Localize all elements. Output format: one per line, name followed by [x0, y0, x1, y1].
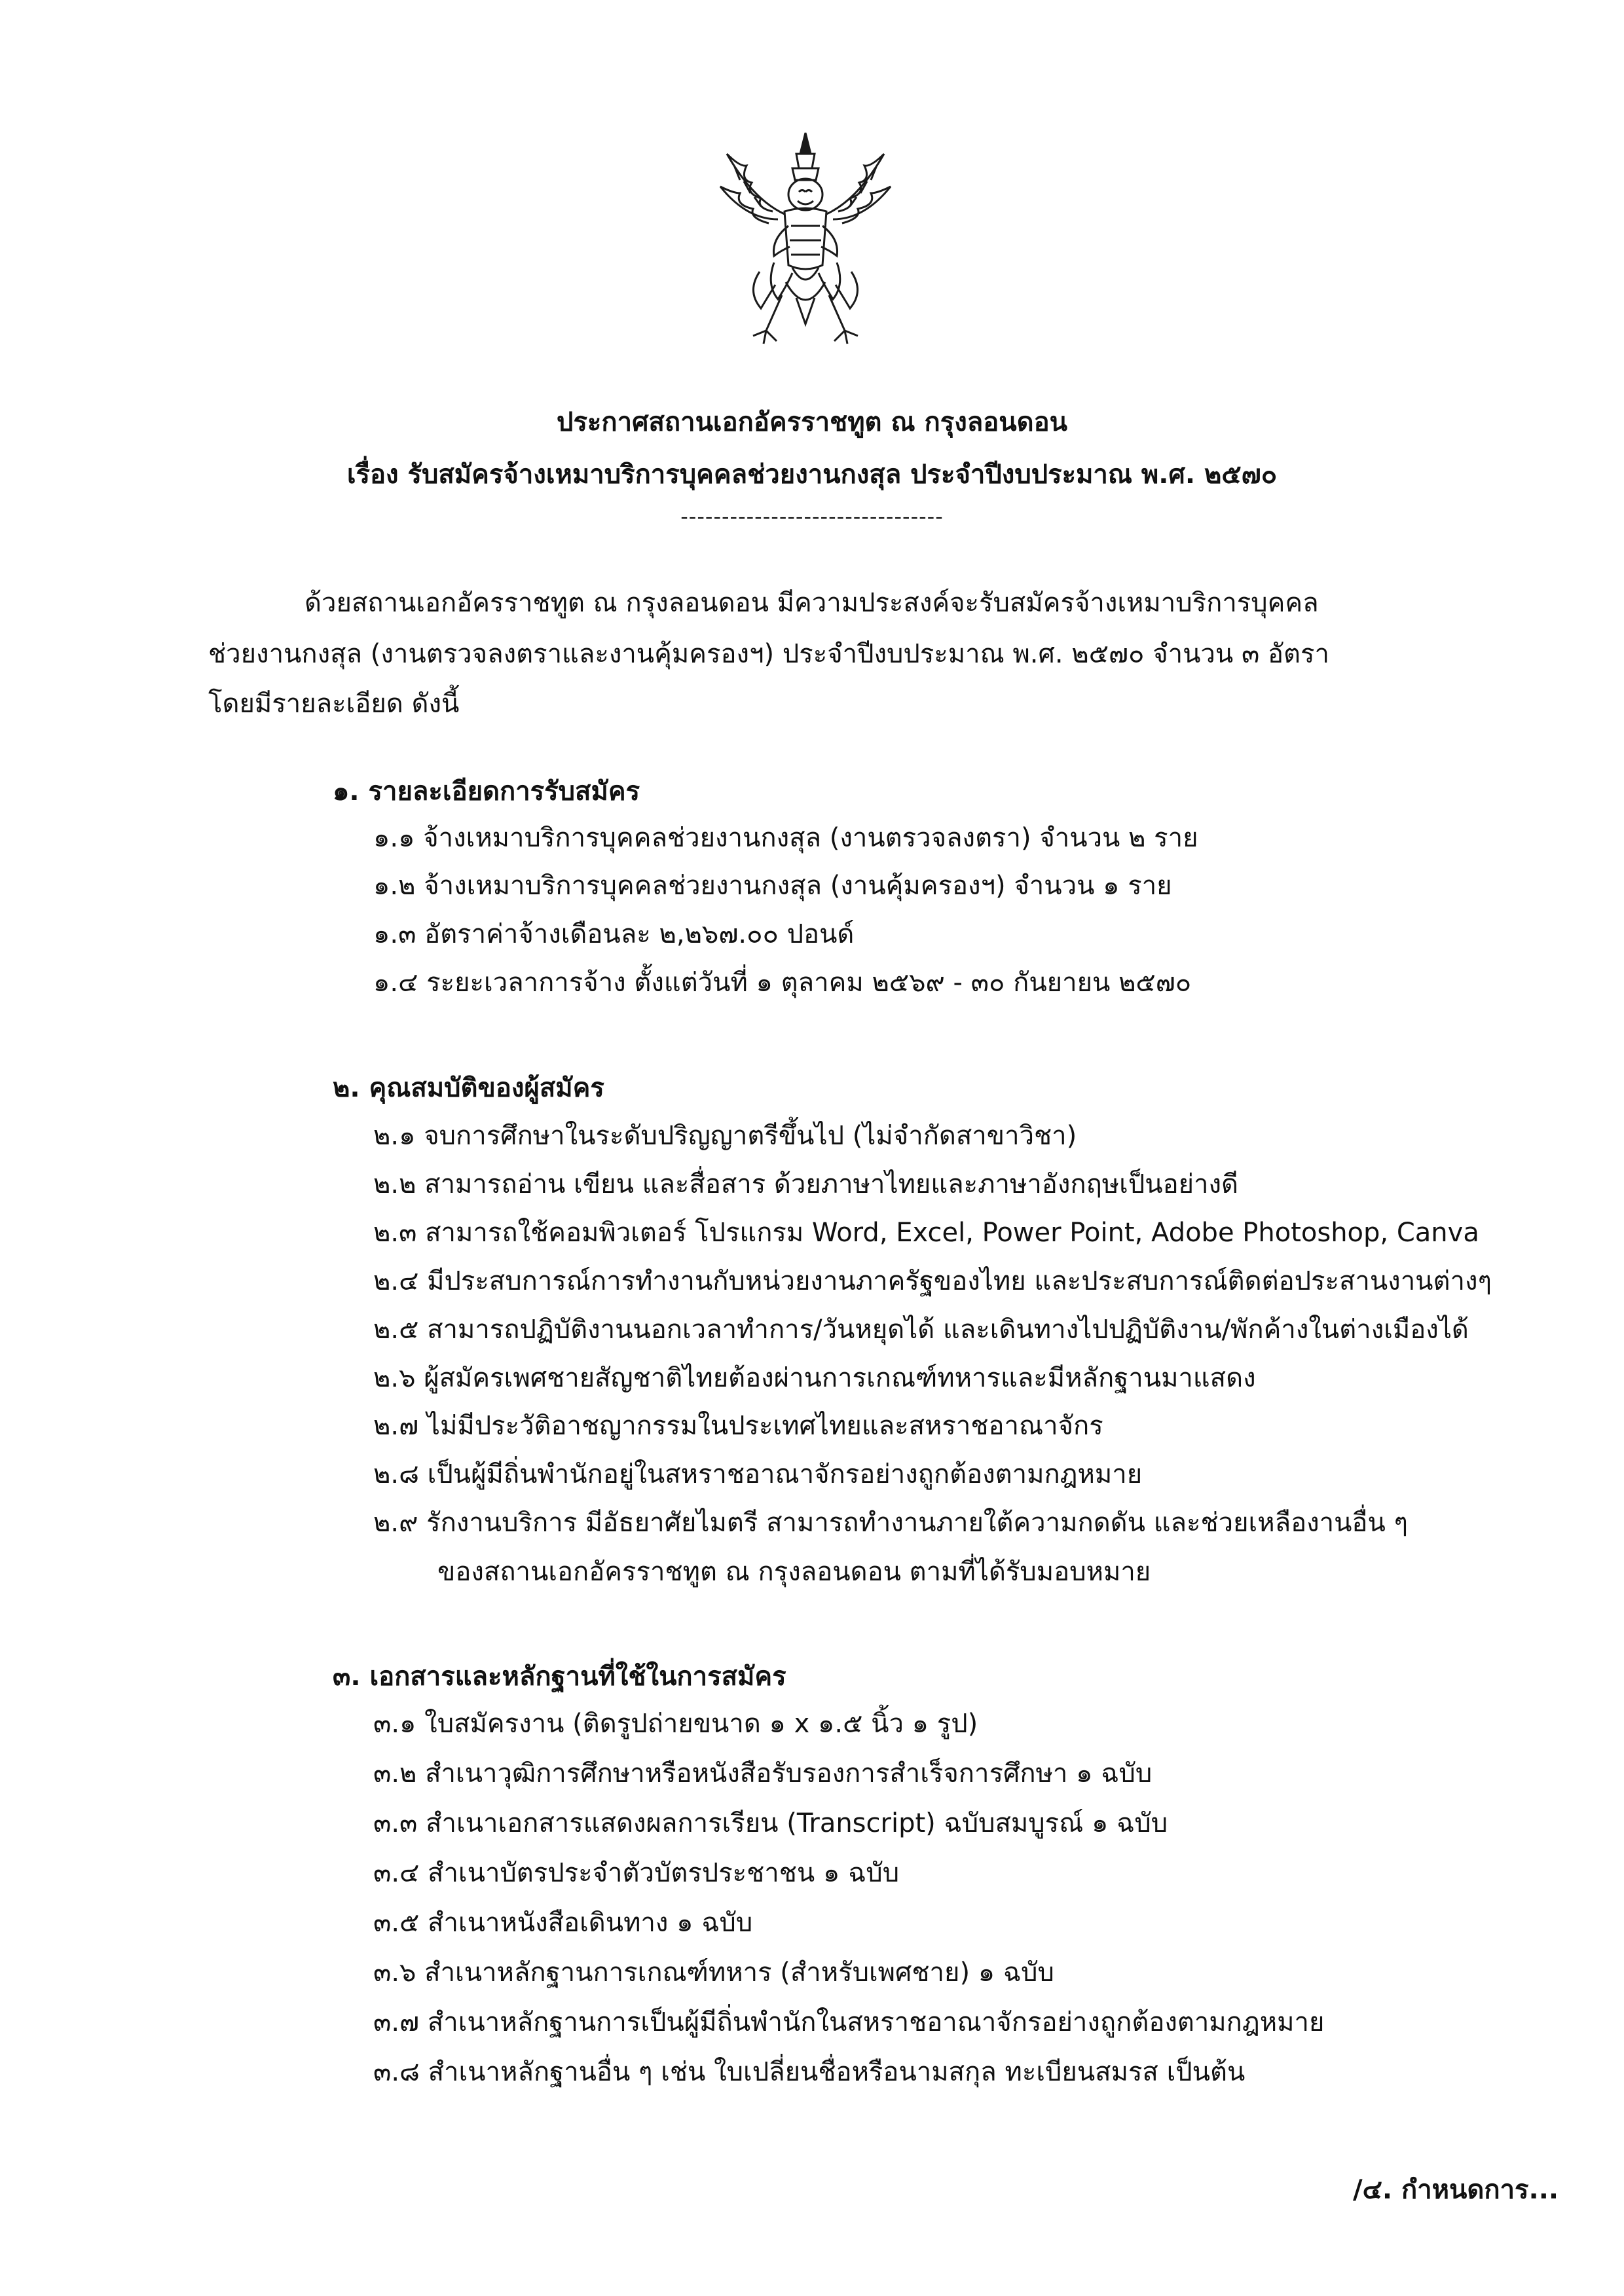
section-3-item-2: ๓.๒ สำเนาวุฒิการศึกษาหรือหนังสือรับรองการสำเร็จการศึกษา ๑ ฉบับ — [373, 1758, 1153, 1789]
section-2-item-2: ๒.๒ สามารถอ่าน เขียน และสื่อสาร ด้วยภาษาไทยและภาษาอังกฤษเป็นอย่างดี — [373, 1169, 1238, 1199]
section-2-item-6: ๒.๖ ผู้สมัครเพศชายสัญชาติไทยต้องผ่านการเกณฑ์ทหารและมีหลักฐานมาแสดง — [373, 1363, 1256, 1393]
announcement-title: ประกาศสถานเอกอัครราชทูต ณ กรุงลอนดอน — [557, 407, 1067, 437]
section-2-item-7: ๒.๗ ไม่มีประวัติอาชญากรรมในประเทศไทยและสหราชอาณาจักร — [373, 1411, 1103, 1441]
section-2-item-3: ๒.๓ สามารถใช้คอมพิวเตอร์ โปรแกรม Word, Excel, Power Point, Adobe Photoshop, Canva — [373, 1218, 1479, 1248]
intro-line-2: ช่วยงานกงสุล (งานตรวจลงตราและงานคุ้มครองฯ) ประจำปีงบประมาณ พ.ศ. ๒๕๗๐ จำนวน ๓ อัตรา — [208, 639, 1329, 669]
section-2-item-9-continuation: ของสถานเอกอัครราชทูต ณ กรุงลอนดอน ตามที่ได้รับมอบหมาย — [437, 1557, 1151, 1587]
intro-line-1: ด้วยสถานเอกอัครราชทูต ณ กรุงลอนดอน มีความประสงค์จะรับสมัครจ้างเหมาบริการบุคคล — [304, 588, 1319, 618]
section-2-item-8: ๒.๘ เป็นผู้มีถิ่นพำนักอยู่ในสหราชอาณาจักรอย่างถูกต้องตามกฎหมาย — [373, 1459, 1143, 1489]
header-divider: -------------------------------- — [680, 504, 944, 529]
section-1-item-3: ๑.๓ อัตราค่าจ้างเดือนละ ๒,๒๖๗.๐๐ ปอนด์ — [373, 919, 855, 949]
section-3-item-6: ๓.๖ สำเนาหลักฐานการเกณฑ์ทหาร (สำหรับเพศชาย) ๑ ฉบับ — [373, 1958, 1054, 1988]
section-1-item-4: ๑.๔ ระยะเวลาการจ้าง ตั้งแต่วันที่ ๑ ตุลาคม ๒๕๖๙ - ๓๐ กันยายน ๒๕๗๐ — [373, 968, 1192, 998]
intro-line-3: โดยมีรายละเอียด ดังนี้ — [208, 689, 460, 719]
section-1-item-1: ๑.๑ จ้างเหมาบริการบุคคลช่วยงานกงสุล (งานตรวจลงตรา) จำนวน ๒ ราย — [373, 823, 1198, 853]
continued-marker: /๔. กำหนดการ... — [1353, 2175, 1559, 2205]
section-2-heading: ๒. คุณสมบัติของผู้สมัคร — [333, 1073, 604, 1103]
section-3-item-7: ๓.๗ สำเนาหลักฐานการเป็นผู้มีถิ่นพำนักในสหราชอาณาจักรอย่างถูกต้องตามกฎหมาย — [373, 2007, 1325, 2037]
section-2-item-5: ๒.๕ สามารถปฏิบัติงานนอกเวลาทำการ/วันหยุดได้ และเดินทางไปปฏิบัติงาน/พักค้างในต่างเมืองได้ — [373, 1315, 1469, 1345]
section-3-item-5: ๓.๕ สำเนาหนังสือเดินทาง ๑ ฉบับ — [373, 1908, 753, 1938]
section-2-item-9: ๒.๙ รักงานบริการ มีอัธยาศัยไมตรี สามารถทำงานภายใต้ความกดดัน และช่วยเหลืองานอื่น ๆ — [373, 1508, 1408, 1538]
section-2-item-4: ๒.๔ มีประสบการณ์การทำงานกับหน่วยงานภาครัฐของไทย และประสบการณ์ติดต่อประสานงานต่างๆ — [373, 1266, 1492, 1296]
section-3-item-4: ๓.๔ สำเนาบัตรประจำตัวบัตรประชาชน ๑ ฉบับ — [373, 1858, 900, 1888]
section-1-heading: ๑. รายละเอียดการรับสมัคร — [333, 776, 640, 807]
announcement-subject: เรื่อง รับสมัครจ้างเหมาบริการบุคคลช่วยงานกงสุล ประจำปีงบประมาณ พ.ศ. ๒๕๗๐ — [346, 460, 1278, 490]
section-1-item-2: ๑.๒ จ้างเหมาบริการบุคคลช่วยงานกงสุล (งานคุ้มครองฯ) จำนวน ๑ ราย — [373, 871, 1172, 901]
section-3-heading: ๓. เอกสารและหลักฐานที่ใช้ในการสมัคร — [333, 1662, 786, 1692]
section-3-item-3: ๓.๓ สำเนาเอกสารแสดงผลการเรียน (Transcript) ฉบับสมบูรณ์ ๑ ฉบับ — [373, 1808, 1168, 1838]
garuda-emblem-icon — [701, 128, 910, 357]
section-3-item-1: ๓.๑ ใบสมัครงาน (ติดรูปถ่ายขนาด ๑ x ๑.๕ นิ้ว ๑ รูป) — [373, 1709, 978, 1739]
section-3-item-8: ๓.๘ สำเนาหลักฐานอื่น ๆ เช่น ใบเปลี่ยนชื่อหรือนามสกุล ทะเบียนสมรส เป็นต้น — [373, 2057, 1246, 2087]
section-2-item-1: ๒.๑ จบการศึกษาในระดับปริญญาตรีขึ้นไป (ไม่จำกัดสาขาวิชา) — [373, 1121, 1077, 1151]
